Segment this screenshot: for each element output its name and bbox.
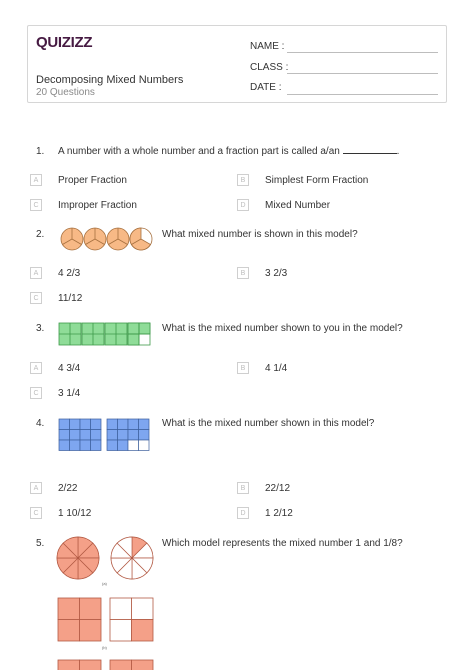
option-box[interactable]: B [237,267,249,279]
square-part [80,660,102,670]
grid-cell [91,419,102,430]
eighths-circle [57,537,99,579]
question-number: 4. [36,418,45,429]
option-text: 3 2/3 [265,268,288,279]
grid-cell [128,430,139,441]
grid-cell [91,440,102,451]
grid-cell [59,419,70,430]
square-part [132,598,154,620]
square-part [132,660,154,670]
quarters-square [110,660,153,670]
option-box[interactable]: B [237,482,249,494]
option-text: Mixed Number [265,200,331,211]
option-box[interactable]: A [30,362,42,374]
quarters-square [58,660,101,670]
grid-cell [139,419,150,430]
option-box[interactable]: A [30,482,42,494]
option-box[interactable]: A [30,267,42,279]
option-box[interactable]: B [237,174,249,186]
model-caption: (a) [102,581,107,586]
option-text: 22/12 [265,483,291,494]
option-text: 1 2/12 [265,508,293,519]
question-text: What is the mixed number shown in this model? [162,418,375,429]
square-part [132,620,154,642]
option-box[interactable]: D [237,507,249,519]
grid-cell [107,430,118,441]
question-number: 1. [36,146,45,157]
square-part [58,598,80,620]
option-box[interactable]: A [30,174,42,186]
square-part [110,598,132,620]
quarters-square [58,598,101,641]
grid-cell [80,430,91,441]
question-number: 5. [36,538,45,549]
option-text: Proper Fraction [58,175,127,186]
whole-circle [107,228,129,250]
name-label: NAME : [250,41,285,52]
question-text [58,146,399,157]
question-number: 2. [36,229,45,240]
date-field[interactable] [287,94,438,95]
square-part [80,620,102,642]
grid-cell [118,430,129,441]
grid-cell [118,440,129,451]
grid-cell [70,440,81,451]
class-field[interactable] [287,73,438,74]
option-text: Improper Fraction [58,200,137,211]
grid-cell [59,440,70,451]
date-label: DATE : [250,82,282,93]
question-text: What mixed number is shown in this model? [162,229,358,240]
option-box[interactable]: D [237,199,249,211]
whole-circle [84,228,106,250]
fraction-choice-models [56,533,158,670]
name-field[interactable] [287,52,438,53]
grid-cell [128,419,139,430]
partial-bar [128,323,150,345]
worksheet-title: Decomposing Mixed Numbers [36,74,184,86]
whole-bar [59,323,81,345]
grid-cell [118,419,129,430]
worksheet-question-count: 20 Questions [36,87,95,98]
model-caption: (b) [102,645,107,650]
grid-cell [107,419,118,430]
grid-cell [59,430,70,441]
square-part [58,660,80,670]
option-text: 4 3/4 [58,363,81,374]
option-text: 4 2/3 [58,268,81,279]
quizizz-logo: QUIZIZZ [36,34,93,51]
option-text: Simplest Form Fraction [265,175,369,186]
question-number: 3. [36,323,45,334]
whole-bar [82,323,104,345]
fraction-circles-model [60,227,154,253]
square-part [110,620,132,642]
quarters-square [110,598,153,641]
option-text: 1 10/12 [58,508,92,519]
option-text: 3 1/4 [58,388,81,399]
grid-whole [59,419,101,451]
option-box[interactable]: C [30,507,42,519]
square-part [110,660,132,670]
question-text: Which model represents the mixed number 1 and 1/8? [162,538,403,549]
grid-cell [70,419,81,430]
whole-bar [105,323,127,345]
square-part [80,598,102,620]
grid-cell [139,430,150,441]
grid-cell [80,440,91,451]
partial-circle [130,228,152,250]
option-box[interactable]: C [30,387,42,399]
grid-cell [91,430,102,441]
grid-cell [80,419,91,430]
question-text-part: . [396,146,400,157]
whole-circle [61,228,83,250]
option-box[interactable]: B [237,362,249,374]
grid-whole [107,419,149,451]
grid-cell [128,440,139,451]
grid-cell [70,430,81,441]
class-label: CLASS : [250,62,289,73]
question-text-part: A number with a whole number and a fraction part is called a/an [58,146,340,157]
option-box[interactable]: C [30,292,42,304]
option-text: 4 1/4 [265,363,288,374]
fraction-bars-model [58,322,154,346]
question-text: What is the mixed number shown to you in the model? [162,323,403,334]
option-text: 2/22 [58,483,78,494]
answer-blank [343,152,397,154]
eighths-circle [111,537,153,579]
grid-cell [139,440,150,451]
option-text: 11/12 [58,293,83,304]
square-part [58,620,80,642]
fraction-grids-model [58,418,152,464]
grid-cell [107,440,118,451]
option-box[interactable]: C [30,199,42,211]
